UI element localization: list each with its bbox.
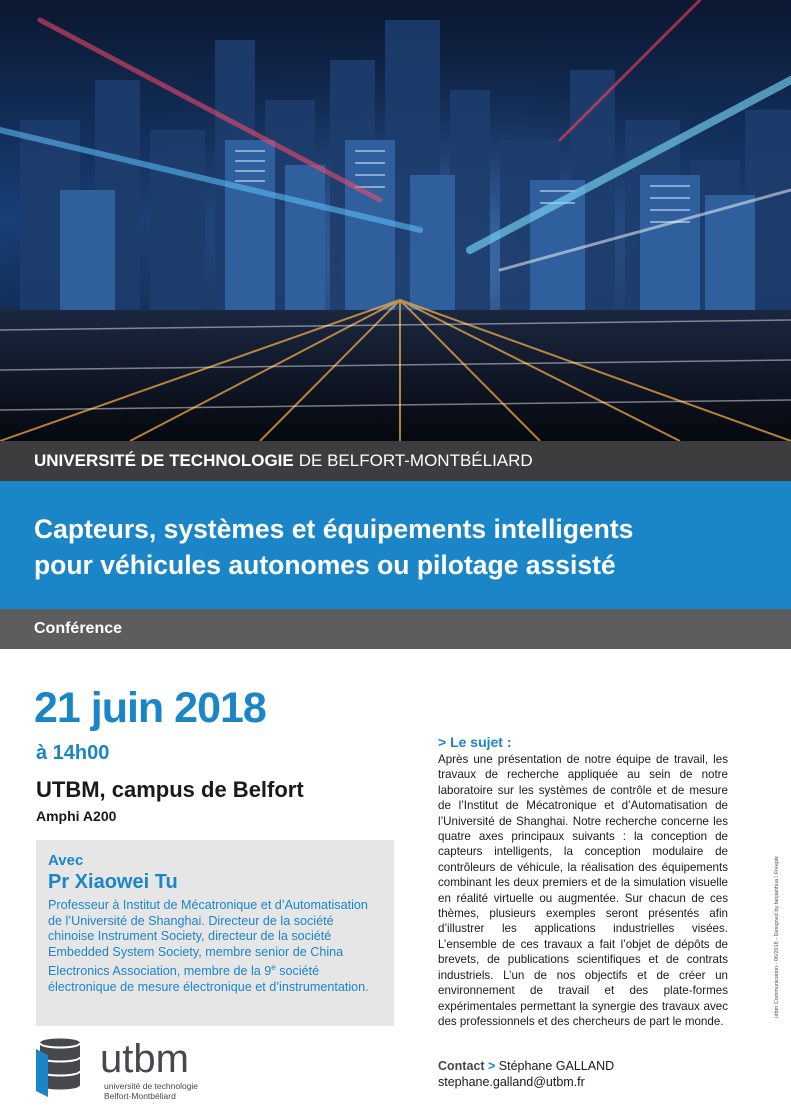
contact-arrow: > — [484, 1059, 499, 1073]
design-credit: utbm Communication - 06/2018 - Designed by fanjianhua / Freepik — [774, 855, 780, 1018]
event-type-bar — [0, 609, 791, 649]
city-night-illustration — [0, 0, 791, 441]
speaker-bio — [48, 898, 382, 996]
speaker-name: Pr Xiaowei Tu — [48, 871, 178, 893]
title-line-2: pour véhicules autonomes ou pilotage assisté — [34, 550, 616, 580]
title-line-1: Capteurs, systèmes et équipements intelligents — [34, 514, 634, 544]
event-room: Amphi A200 — [36, 808, 117, 824]
utbm-logo — [36, 1035, 206, 1101]
event-type-label: Conférence — [34, 620, 123, 637]
contact-email[interactable]: stephane.galland@utbm.fr — [438, 1075, 585, 1089]
event-place: UTBM, campus de Belfort — [36, 777, 304, 802]
hero-city-image — [0, 0, 791, 441]
contact-name: Stéphane GALLAND — [498, 1059, 615, 1073]
speaker-intro: Avec — [48, 852, 84, 869]
speaker-bio-part1: Professeur à Institut de Mécatronique et d’Automatisation de l’Université de Shanghai. Directeur de la société chinoise Instrument Society, directeur de la société Embedded System Society, membre senior de China Electronics Association, membre de la 9 — [48, 898, 368, 979]
utbm-logo-subtitle-2: Belfort-Montbéliard — [104, 1091, 176, 1101]
speaker-bio-part2: société électronique de mesure électronique et d’instrumentation. — [48, 964, 369, 995]
utbm-logo-subtitle-1: université de technologie — [104, 1081, 199, 1091]
university-bar — [0, 441, 791, 481]
university-name-bold: UNIVERSITÉ DE TECHNOLOGIE — [34, 451, 294, 470]
event-date: 21 juin 2018 — [34, 684, 266, 732]
speaker-box — [36, 840, 394, 1026]
title-band — [0, 481, 791, 609]
utbm-logo-word: utbm — [100, 1037, 189, 1081]
subject-body: Après une présentation de notre équipe de travail, les travaux de recherche appliquée au sein de notre laboratoire sur les systèmes de contrôle et de mesure de l’Institut de Mécatronique et d’Automatisation de l’Université de Shanghai. Notre recherche concerne les quatre axes principaux suivants : la conception de capteurs intelligents, la conception modulaire de contrôleurs de véhicule, la réalisation des équipements combinant les deux premiers et de la simulation visuelle en réalité virtuelle ou augmentée. Sur chacun de ces thèmes, plusieurs exemples seront présentés afin d’illustrer les applications industrielles visées. L’ensemble de ces travaux a fait l’objet de dépôts de brevets, de publications scientifiques et de contrats industriels. L’un de nos objectifs et de créer un environnement de travail et des plate-formes expérimentales permettant la synergie des travaux avec des professionnels et des chercheurs de part le monde. — [438, 753, 728, 1028]
university-name-regular: DE BELFORT-MONTBÉLIARD — [298, 451, 533, 470]
utbm-logo-mark-icon — [36, 1035, 98, 1101]
event-time: à 14h00 — [36, 742, 110, 764]
speaker-bio-sup: e — [271, 963, 276, 973]
subject-heading: > Le sujet : — [438, 734, 512, 750]
contact-line — [438, 1059, 614, 1073]
contact-label: Contact — [438, 1059, 485, 1073]
